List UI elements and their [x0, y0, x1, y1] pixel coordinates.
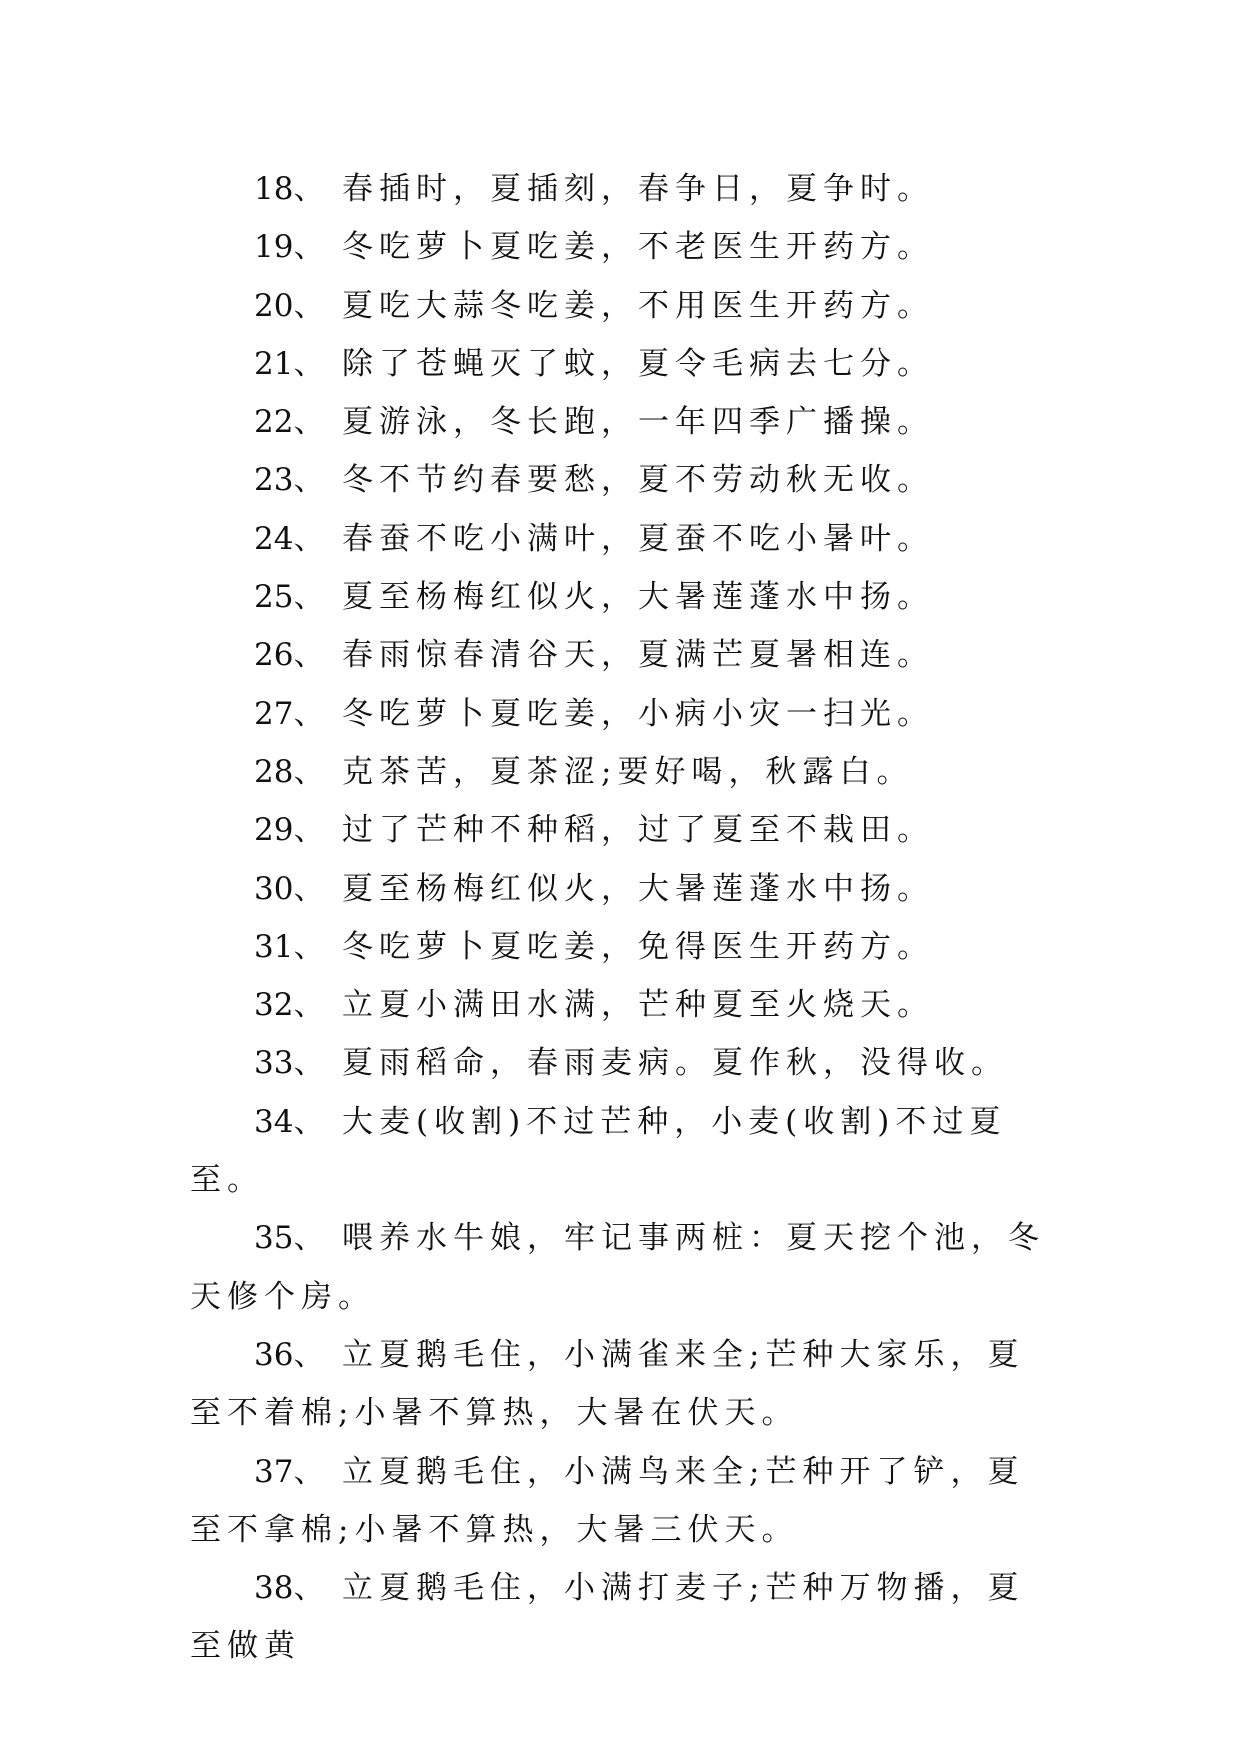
- item-text: 夏游泳，冬长跑，一年四季广播操。: [342, 404, 934, 441]
- item-number: 31、: [254, 928, 325, 965]
- item-text: 冬吃萝卜夏吃姜，小病小灾一扫光。: [342, 695, 934, 732]
- item-text: 除了苍蝇灭了蚊，夏令毛病去七分。: [342, 345, 934, 382]
- list-item: [190, 685, 1050, 743]
- list-item: [190, 568, 1050, 626]
- item-text: 大麦(收割)不过芒种，小麦(收割)不过夏至。: [190, 1103, 1007, 1199]
- item-number: 20、: [254, 287, 325, 324]
- item-number: 25、: [254, 579, 325, 616]
- item-number: 34、: [254, 1103, 325, 1140]
- item-text: 春雨惊春清谷天，夏满芒夏暑相连。: [342, 637, 934, 674]
- item-number: 27、: [254, 695, 325, 732]
- list-item: [190, 510, 1050, 568]
- item-text: 立夏小满田水满，芒种夏至火烧天。: [342, 987, 934, 1024]
- item-text: 夏吃大蒜冬吃姜，不用医生开药方。: [342, 287, 934, 324]
- list-item: [190, 801, 1050, 859]
- item-text: 喂养水牛娘，牢记事两桩：夏天挖个池，冬天修个房。: [190, 1220, 1045, 1315]
- item-number: 24、: [254, 520, 325, 557]
- list-item: [190, 743, 1050, 801]
- list-item: [190, 918, 1050, 976]
- list-item: [190, 160, 1050, 218]
- item-number: 30、: [254, 870, 325, 907]
- item-number: 33、: [254, 1045, 325, 1082]
- list-item: [190, 1093, 1050, 1210]
- item-number: 35、: [254, 1220, 325, 1257]
- list-item: [190, 1209, 1050, 1326]
- item-number: 36、: [254, 1336, 325, 1373]
- item-number: 22、: [254, 404, 325, 441]
- item-text: 夏至杨梅红似火，大暑莲蓬水中扬。: [342, 579, 934, 616]
- list-item: [190, 860, 1050, 918]
- item-text: 过了芒种不种稻，过了夏至不栽田。: [342, 812, 934, 849]
- item-number: 29、: [254, 812, 325, 849]
- list-item: [190, 976, 1050, 1034]
- item-text: 夏至杨梅红似火，大暑莲蓬水中扬。: [342, 870, 934, 907]
- list-item: [190, 1443, 1050, 1560]
- item-text: 立夏鹅毛住，小满打麦子;芒种万物播，夏至做黄: [190, 1570, 1025, 1665]
- item-number: 28、: [254, 753, 325, 790]
- list-item: [190, 1034, 1050, 1092]
- item-text: 立夏鹅毛住，小满雀来全;芒种大家乐，夏至不着棉;小暑不算热，大暑在伏天。: [190, 1336, 1025, 1432]
- list-item: [190, 451, 1050, 509]
- item-text: 春蚕不吃小满叶，夏蚕不吃小暑叶。: [342, 520, 934, 557]
- item-number: 19、: [254, 229, 325, 266]
- list-item: [190, 277, 1050, 335]
- list-item: [190, 626, 1050, 684]
- item-number: 23、: [254, 462, 325, 499]
- item-text: 克茶苦，夏茶涩;要好喝，秋露白。: [342, 753, 914, 790]
- item-text: 立夏鹅毛住，小满鸟来全;芒种开了铲，夏至不拿棉;小暑不算热，大暑三伏天。: [190, 1453, 1025, 1548]
- list-item: [190, 1559, 1050, 1676]
- item-number: 38、: [254, 1570, 325, 1607]
- item-number: 37、: [254, 1453, 325, 1490]
- list-item: [190, 393, 1050, 451]
- item-text: 春插时，夏插刻，春争日，夏争时。: [342, 171, 934, 207]
- list-item: [190, 335, 1050, 393]
- item-text: 冬不节约春要愁，夏不劳动秋无收。: [342, 462, 934, 499]
- item-number: 32、: [254, 987, 325, 1024]
- item-number: 26、: [254, 637, 325, 674]
- item-number: 21、: [254, 345, 325, 382]
- list-item: [190, 218, 1050, 276]
- item-text: 冬吃萝卜夏吃姜，不老医生开药方。: [342, 229, 934, 266]
- item-number: 18、: [254, 171, 325, 207]
- item-text: 夏雨稻命，春雨麦病。夏作秋，没得收。: [342, 1045, 1008, 1082]
- list-item: [190, 1326, 1050, 1443]
- item-text: 冬吃萝卜夏吃姜，免得医生开药方。: [342, 928, 934, 965]
- proverb-list: [190, 160, 1050, 1676]
